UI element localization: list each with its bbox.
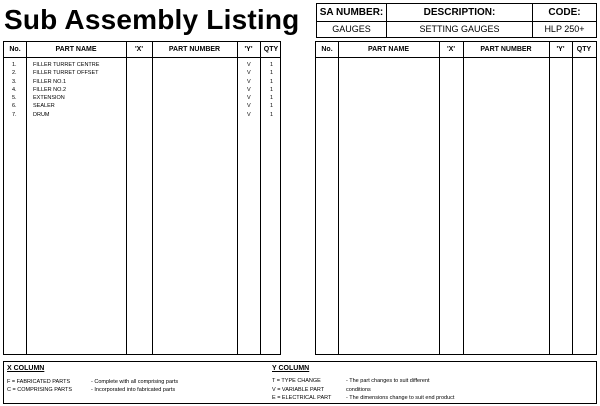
code-value: HLP 250+ xyxy=(544,24,585,34)
row-qty: 1 xyxy=(270,95,274,102)
row-no: 1. xyxy=(12,62,17,68)
col-part-number-header: PART NUMBER xyxy=(480,46,532,53)
row-y: V xyxy=(247,62,251,68)
table-row xyxy=(4,79,280,87)
col-part-name-header: PART NAME xyxy=(55,46,97,53)
code-label: CODE: xyxy=(533,4,596,22)
row-y: V xyxy=(247,95,251,102)
header-box xyxy=(316,3,597,38)
row-part-name: FILLER NO.2 xyxy=(33,86,67,93)
row-part-name: FILLER NO.1 xyxy=(33,78,67,85)
row-qty: 1 xyxy=(270,78,274,85)
row-y: V xyxy=(247,86,251,93)
description-value: SETTING GAUGES xyxy=(419,24,500,34)
table-row xyxy=(4,87,280,95)
x-f-key: F = FABRICATED PARTS xyxy=(7,379,71,385)
col-x-header: 'X' xyxy=(447,46,455,53)
y-v-key: V = VARIABLE PART xyxy=(272,387,325,393)
table-row xyxy=(4,112,280,120)
table-row xyxy=(4,62,280,70)
row-qty: 1 xyxy=(270,111,274,118)
table-row xyxy=(4,70,280,78)
parts-table-right xyxy=(315,41,597,355)
y-e-key: E = ELECTRICAL PART xyxy=(272,395,332,401)
y-v-desc: conditions xyxy=(346,387,371,393)
row-y: V xyxy=(247,70,251,77)
col-no-header: No. xyxy=(9,46,21,53)
parts-rows xyxy=(4,62,280,120)
legend-box xyxy=(3,361,597,404)
row-no: 6. xyxy=(12,103,17,110)
row-qty: 1 xyxy=(270,70,274,77)
code-cell xyxy=(533,4,596,37)
sa-number-cell xyxy=(317,4,387,37)
table-row xyxy=(4,103,280,111)
col-qty-header: QTY xyxy=(576,46,592,53)
x-f-desc: - Complete with all comprising parts xyxy=(91,379,179,385)
row-qty: 1 xyxy=(270,62,274,68)
col-no-header: No. xyxy=(321,46,333,53)
row-y: V xyxy=(247,111,251,118)
x-c-key: C = COMPRISING PARTS xyxy=(7,387,73,393)
row-part-name: DRUM xyxy=(33,111,50,118)
page-title: Sub Assembly Listing xyxy=(4,4,300,35)
row-no: 2. xyxy=(12,70,17,77)
row-qty: 1 xyxy=(270,103,274,110)
row-no: 7. xyxy=(12,111,17,118)
row-qty: 1 xyxy=(270,86,274,93)
row-no: 5. xyxy=(12,95,17,102)
col-y-header: 'Y' xyxy=(556,46,565,53)
row-y: V xyxy=(247,103,251,110)
description-cell xyxy=(387,4,533,37)
row-part-name: FILLER TURRET CENTRE xyxy=(33,62,100,68)
y-e-desc: - The dimensions change to suit end product xyxy=(346,395,455,401)
col-y-header: 'Y' xyxy=(244,46,253,53)
table-row xyxy=(4,95,280,103)
row-no: 3. xyxy=(12,78,17,85)
row-part-name: FILLER TURRET OFFSET xyxy=(33,70,99,77)
row-y: V xyxy=(247,78,251,85)
x-column-heading: X COLUMN xyxy=(7,365,45,372)
col-part-number-header: PART NUMBER xyxy=(168,46,221,53)
row-part-name: SEALER xyxy=(33,103,55,110)
y-t-key: T = TYPE CHANGE xyxy=(272,378,321,384)
sa-number-label: SA NUMBER: xyxy=(317,4,386,22)
y-column-heading: Y COLUMN xyxy=(272,365,310,372)
sa-number-value: GAUGES xyxy=(332,24,371,34)
row-part-name: EXTENSION xyxy=(33,95,65,102)
y-t-desc: - The part changes to suit different xyxy=(346,378,430,384)
col-qty-header: QTY xyxy=(263,46,279,53)
row-no: 4. xyxy=(12,86,17,93)
col-part-name-header: PART NAME xyxy=(367,46,410,53)
x-c-desc: - Incorporated into fabricated parts xyxy=(91,387,176,393)
description-label: DESCRIPTION: xyxy=(387,4,532,22)
col-x-header: 'X' xyxy=(135,46,143,53)
parts-table-left xyxy=(3,41,281,355)
